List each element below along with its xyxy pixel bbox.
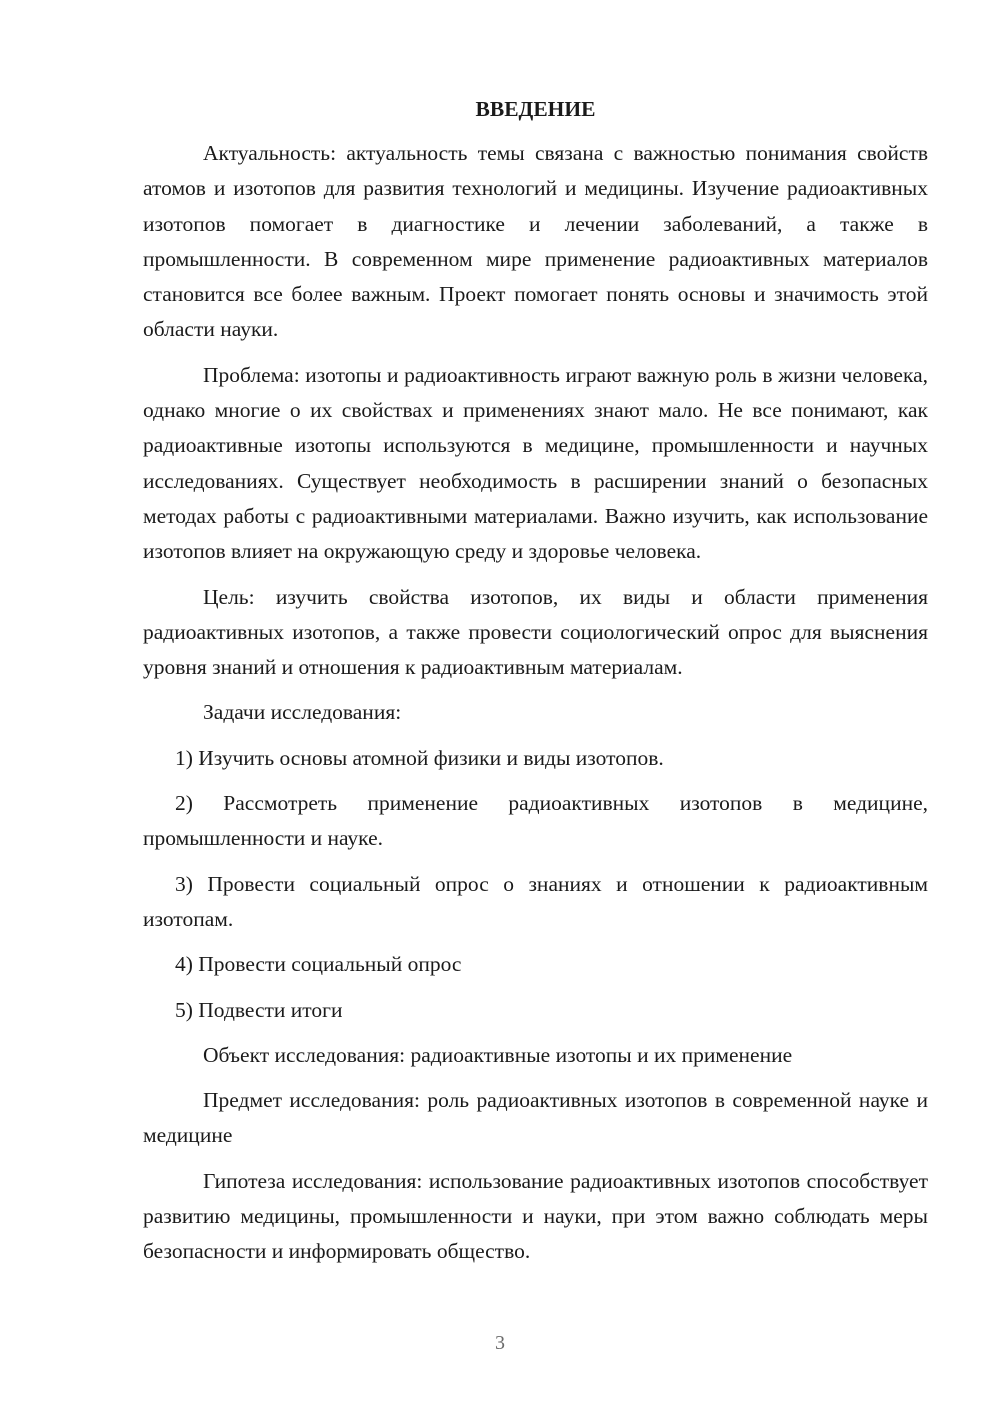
section-heading: ВВЕДЕНИЕ	[475, 97, 596, 121]
subject-paragraph: Предмет исследования: роль радиоактивных изотопов в современной науке и медицине	[143, 1088, 928, 1148]
object-paragraph: Объект исследования: радиоактивные изотопы и их применение	[203, 1042, 793, 1067]
document-body	[143, 92, 928, 1280]
problem-paragraph: Проблема: изотопы и радиоактивность играют важную роль в жизни человека, однако многие о их свойствах и применениях знают мало. Не все понимают, как радиоактивные изотопы используются в медицине, промышленности и научных исследованиях. Существует необходимость в расширении знаний о безопасных методах работы с радиоактивными материалами. Важно изучить, как использование изотопов влияет на окружающую среду и здоровье человека.	[143, 362, 928, 564]
task-item: 5) Подвести итоги	[175, 997, 343, 1022]
hypothesis-paragraph: Гипотеза исследования: использование радиоактивных изотопов способствует развитию медицины, промышленности и науки, при этом важно соблюдать меры безопасности и информировать общество.	[143, 1168, 928, 1264]
task-item: 2) Рассмотреть применение радиоактивных изотопов в медицине, промышленности и науке.	[143, 791, 928, 851]
tasks-title: Задачи исследования:	[203, 700, 402, 725]
goal-paragraph: Цель: изучить свойства изотопов, их виды и области применения радиоактивных изотопов, а также провести социологический опрос для выяснения уровня знаний и отношения к радиоактивным материалам.	[143, 584, 928, 680]
task-item: 4) Провести социальный опрос	[175, 952, 462, 977]
page-number: 3	[495, 1332, 505, 1354]
relevance-paragraph: Актуальность: актуальность темы связана с важностью понимания свойств атомов и изотопов для развития технологий и медицины. Изучение радиоактивных изотопов помогает в диагностике и лечении заболеваний, а также в промышленности. В современном мире применение радиоактивных материалов становится все более важным. Проект помогает понять основы и значимость этой области науки.	[143, 141, 928, 342]
task-item: 3) Провести социальный опрос о знаниях и отношении к радиоактивным изотопам.	[143, 871, 928, 931]
task-item: 1) Изучить основы атомной физики и виды изотопов.	[175, 745, 664, 770]
